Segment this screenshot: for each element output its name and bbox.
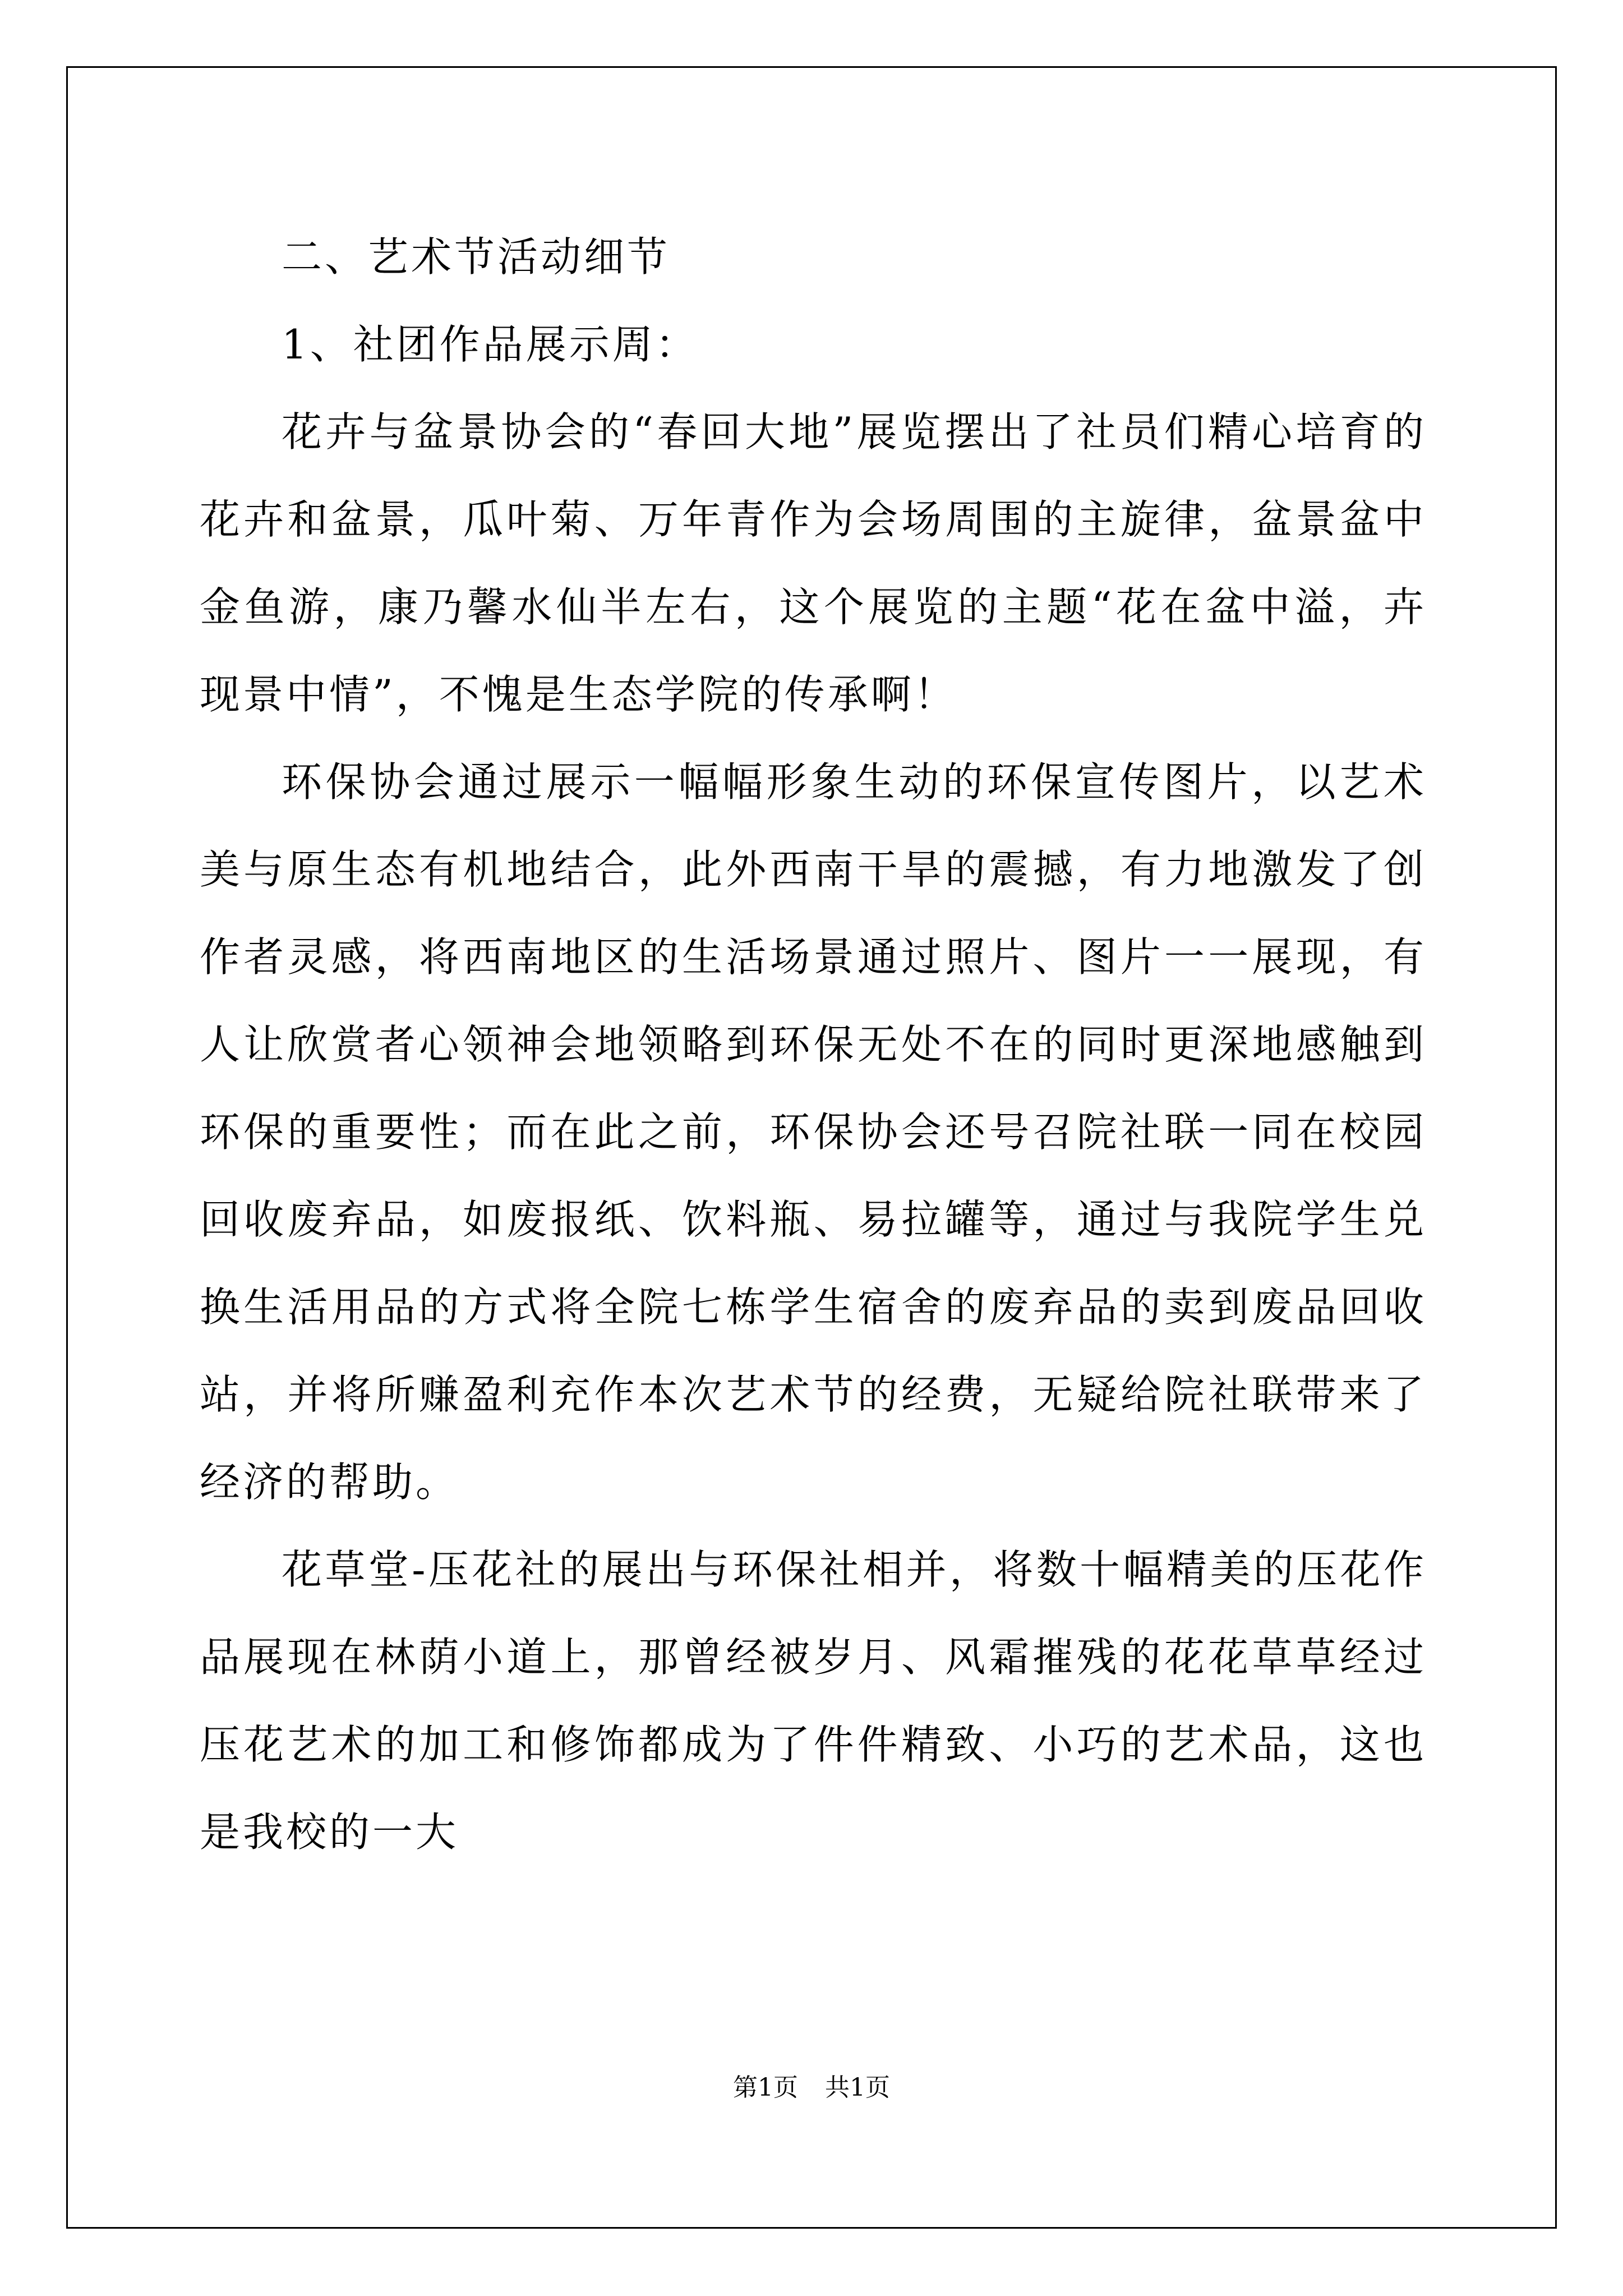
paragraph-environmental: 环保协会通过展示一幅幅形象生动的环保宣传图片，以艺术美与原生态有机地结合，此外西南干旱的震撼，有力地激发了创作者灵感，将西南地区的生活场景通过照片、图片一一展现，有人让欣赏者心领神会地领略到环保无处不在的同时更深地感触到环保的重要性；而在此之前，环保协会还号召院社联一同在校园回收废弃品，如废报纸、饮料瓶、易拉罐等，通过与我院学生兑换生活用品的方式将全院七栋学生宿舍的废弃品的卖到废品回收站，并将所赚盈利充作本次艺术节的经费，无疑给院社联带来了经济的帮助。 (200, 758, 1427, 1506)
paragraph-pressed-flower: 花草堂-压花社的展出与环保社相并，将数十幅精美的压花作品展现在林荫小道上，那曾经被岁月、风霜摧残的花花草草经过压花艺术的加工和修饰都成为了件件精致、小巧的艺术品，这也是我校的一大 (200, 1546, 1427, 1856)
document-body (200, 213, 1427, 1876)
page-footer (0, 2067, 1623, 2103)
paragraph-flower-bonsai: 花卉与盆景协会的“春回大地”展览摆出了社员们精心培育的花卉和盆景，瓜叶菊、万年青作为会场周围的主旋律，盆景盆中金鱼游，康乃馨水仙半左右，这个展览的主题“花在盆中溢，卉现景中情”，不愧是生态学院的传承啊！ (200, 408, 1427, 718)
page-total: 共1页 (825, 2073, 890, 2102)
subsection-heading: 1、社团作品展示周： (282, 321, 699, 368)
page-number: 第1页 (733, 2073, 798, 2102)
section-heading: 二、艺术节活动细节 (282, 233, 671, 280)
